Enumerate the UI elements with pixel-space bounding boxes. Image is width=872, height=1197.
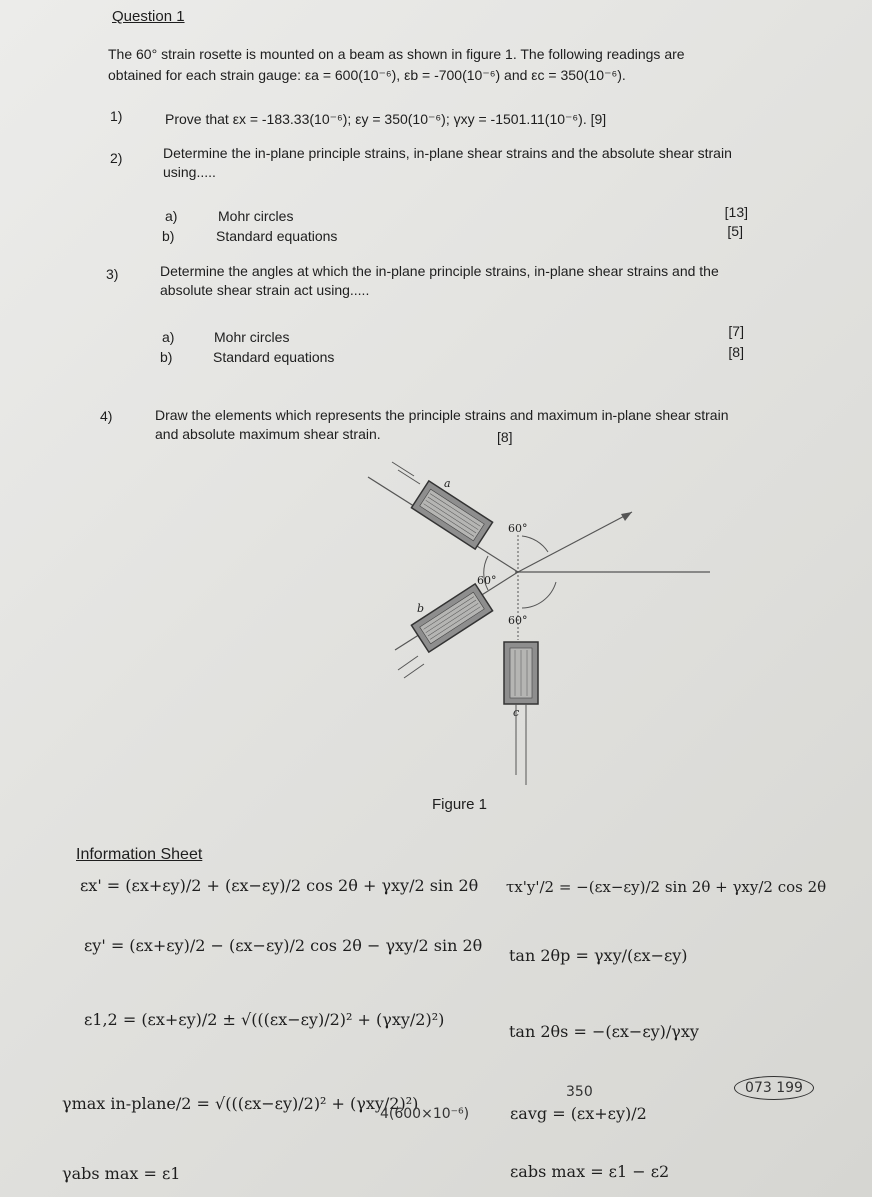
gauge-b-label: b [417,602,425,615]
question-title: Question 1 [112,8,185,25]
handwritten-note-mid: 350 [566,1084,593,1100]
item-2a-label: a) [165,208,178,224]
gauge-c-label: c [513,706,520,719]
item-3-line-1: Determine the angles at which the in-plane principle strains, in-plane shear strains and the [160,263,719,279]
item-3-number: 3) [106,266,119,282]
equation-epsilon-y-prime: εy' = (εx+εy)/2 − (εx−εy)/2 cos 2θ − γxy/2 sin 2θ [84,936,483,955]
item-2-number: 2) [110,150,123,166]
item-2a-text: Mohr circles [218,208,294,224]
item-3b-marks: [8] [728,344,744,360]
handwritten-note-left: 4(600×10⁻⁶) [380,1106,470,1122]
item-3b-label: b) [160,349,173,365]
equation-tan-shear: tan 2θs = −(εx−εy)/γxy [509,1022,699,1041]
item-3-line-2: absolute shear strain act using..... [160,282,370,298]
item-1-text: Prove that εx = -183.33(10⁻⁶); εy = 350(10⁻⁶); γxy = -1501.11(10⁻⁶). [9] [165,111,607,127]
gauge-a [411,481,492,549]
item-4-line-1: Draw the elements which represents the principle strains and maximum in-plane shear strain [155,407,729,423]
handwritten-circled-number: 073 199 [734,1076,814,1100]
item-2-line-1: Determine the in-plane principle strains, in-plane shear strains and the absolute shear strain [163,145,732,161]
item-1-number: 1) [110,108,123,124]
equation-epsilon-abs-max: εabs max = ε1 − ε2 [510,1162,670,1181]
gauge-a-label: a [444,477,451,490]
gauge-b [411,584,492,652]
angle-arc-bottom [522,582,556,608]
equation-shear-transform: τx'y'/2 = −(εx−εy)/2 sin 2θ + γxy/2 cos 2θ [506,878,827,896]
angle-label-bottom: 60° [508,614,528,627]
intro-line-2: obtained for each strain gauge: εa = 600(10⁻⁶), εb = -700(10⁻⁶) and εc = 350(10⁻⁶). [108,67,626,83]
figure-caption: Figure 1 [432,796,488,813]
angle-label-mid: 60° [477,574,497,587]
equation-tan-principal: tan 2θp = γxy/(εx−εy) [509,946,688,965]
item-2a-marks: [13] [724,204,748,220]
arrow-head [621,512,632,521]
equation-epsilon-avg: εavg = (εx+εy)/2 [510,1104,647,1123]
item-2-line-2: using..... [163,164,216,180]
angle-arc-top [522,536,548,552]
item-3a-marks: [7] [728,323,744,339]
gauge-c [504,642,538,704]
item-4-number: 4) [100,408,113,424]
item-2b-text: Standard equations [216,228,338,244]
item-3a-text: Mohr circles [214,329,290,345]
equation-principal-strains: ε1,2 = (εx+εy)/2 ± √(((εx−εy)/2)² + (γxy/2)²) [84,1010,445,1029]
item-2b-marks: [5] [727,223,743,239]
item-4-marks: [8] [497,429,513,445]
item-4-line-2: and absolute maximum shear strain. [155,426,381,442]
item-3b-text: Standard equations [213,349,335,365]
item-3a-label: a) [162,329,175,345]
item-2b-label: b) [162,228,175,244]
equation-epsilon-x-prime: εx' = (εx+εy)/2 + (εx−εy)/2 cos 2θ + γxy/2 sin 2θ [80,876,479,895]
equation-gamma-abs-max: γabs max = ε1 [62,1164,181,1183]
direction-arrow [518,512,632,572]
info-sheet-title: Information Sheet [76,846,203,863]
equation-max-in-plane-shear: γmax in-plane/2 = √(((εx−εy)/2)² + (γxy/2)²) [62,1094,419,1113]
intro-line-1: The 60° strain rosette is mounted on a beam as shown in figure 1. The following readings are [108,46,685,62]
angle-label-top: 60° [508,522,528,535]
